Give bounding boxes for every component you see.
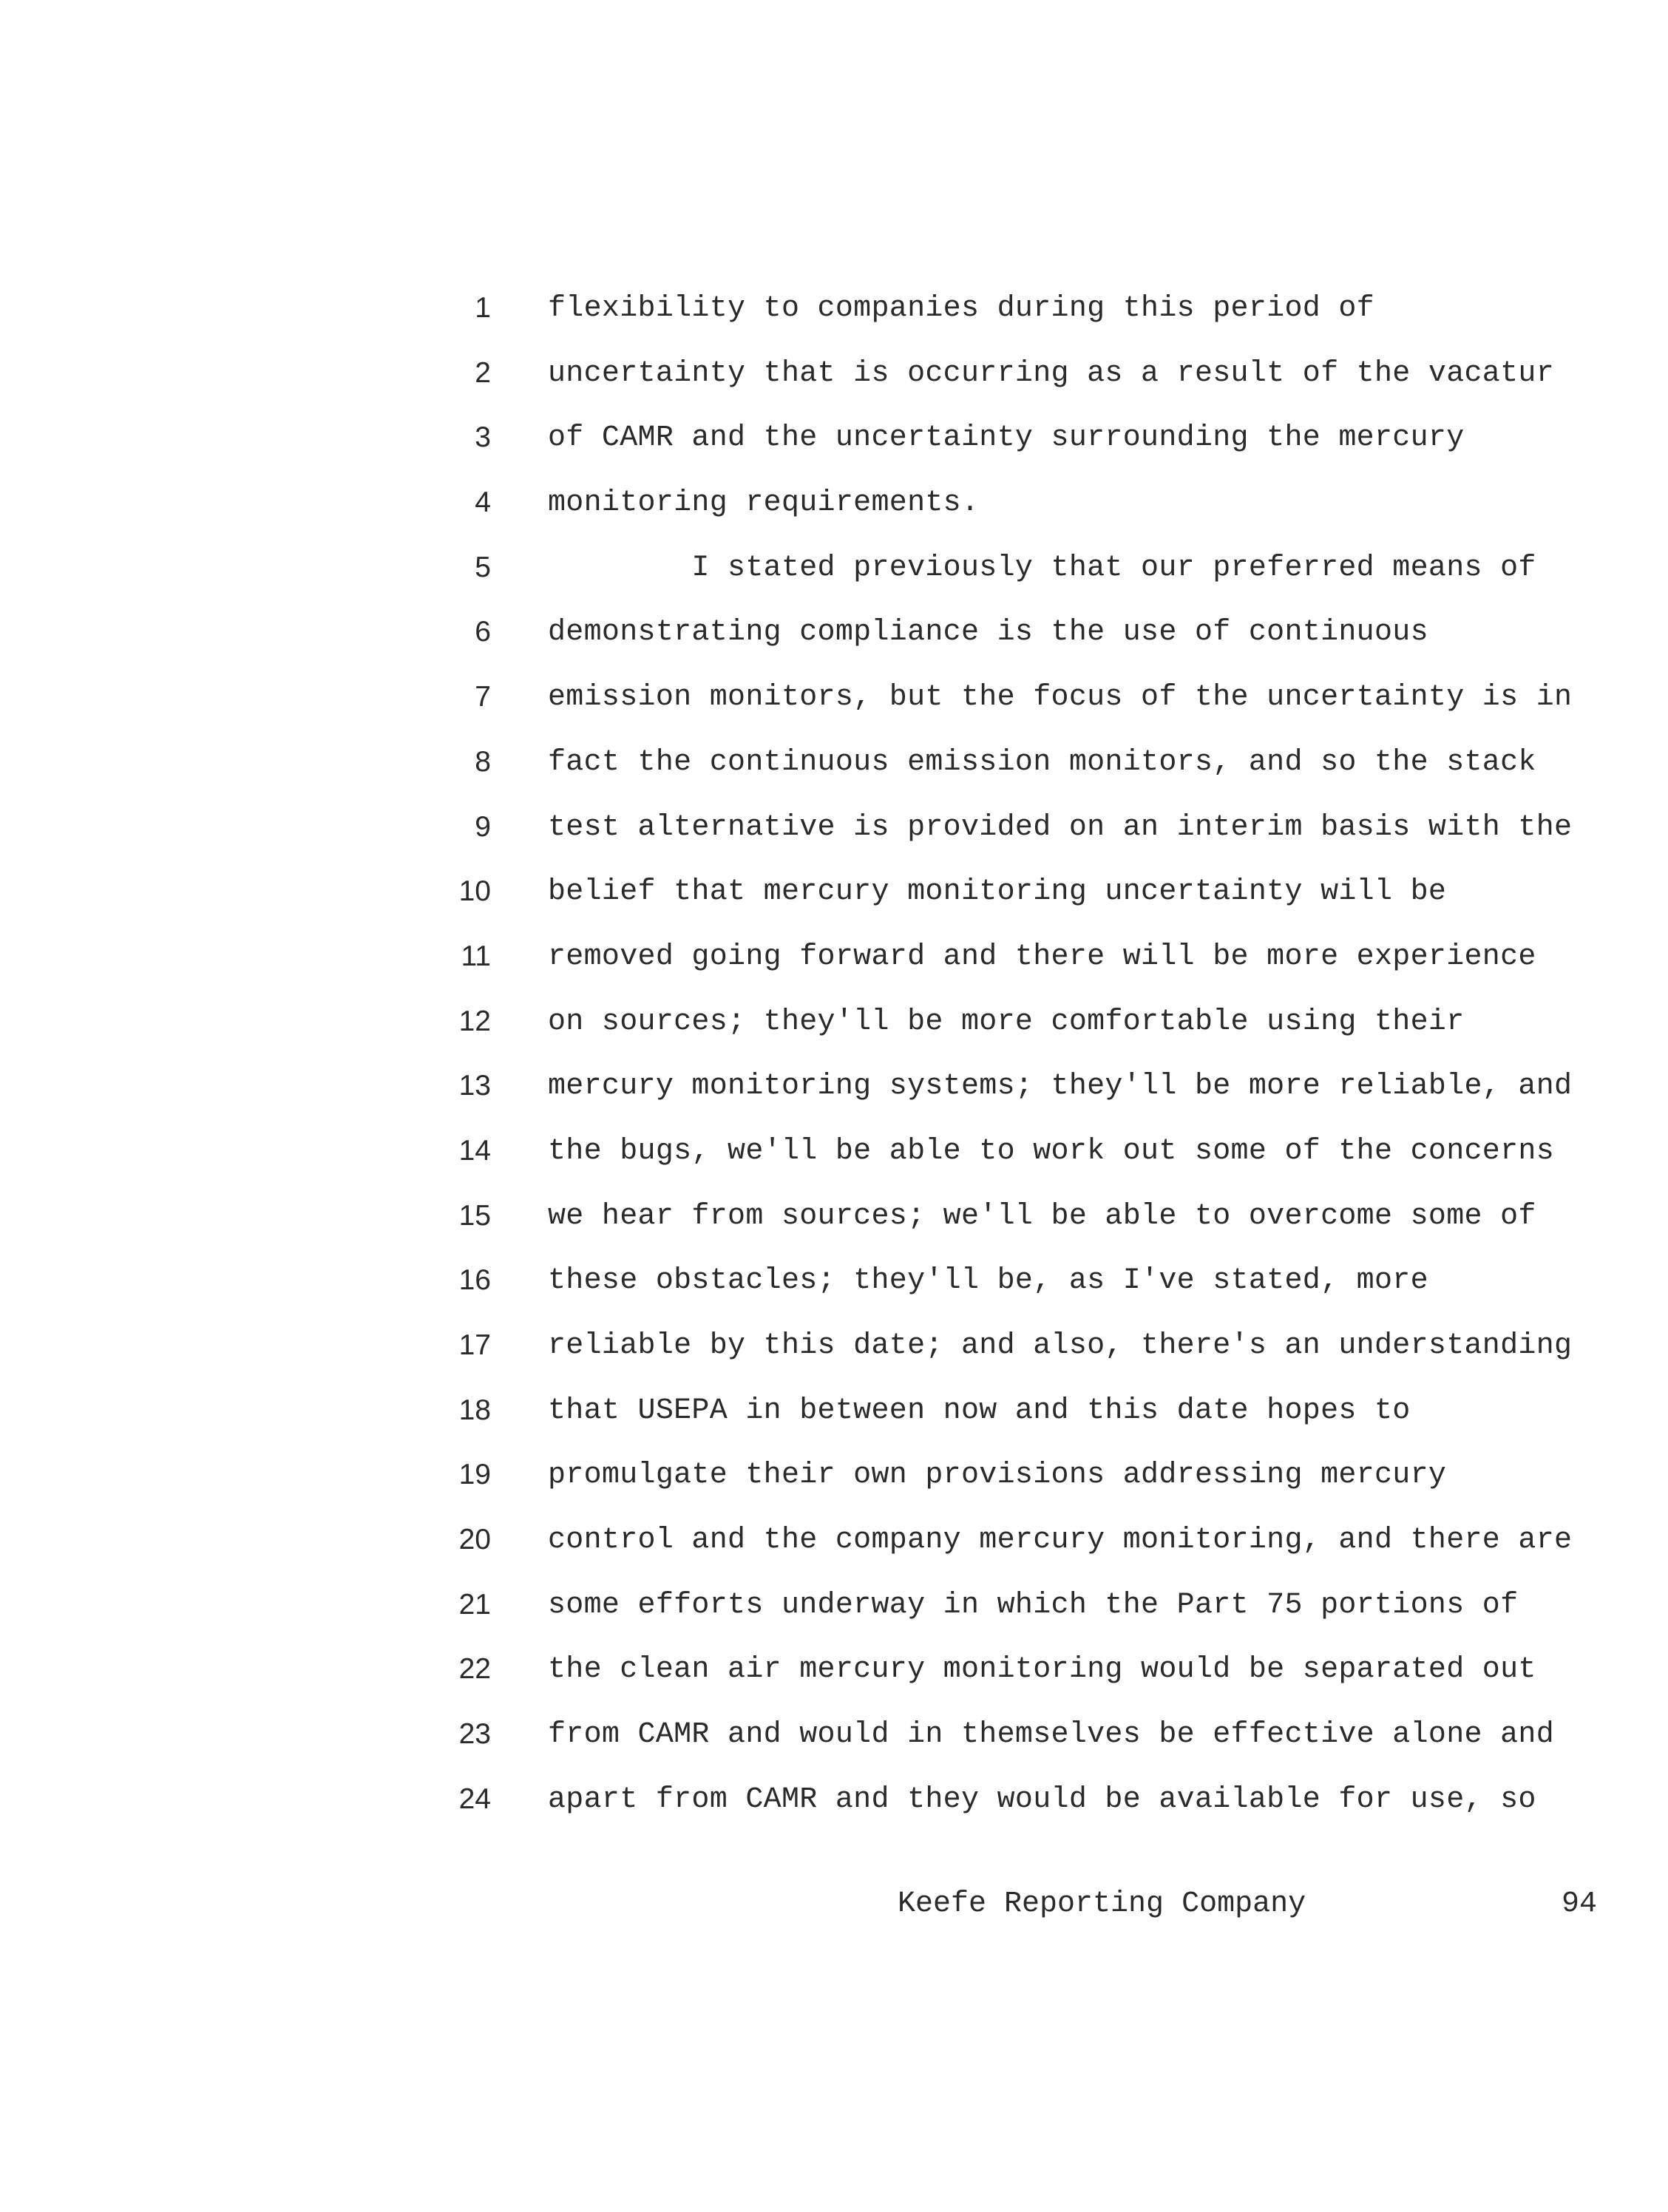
transcript-line — [0, 681, 1668, 746]
line-text: we hear from sources; we'll be able to overcome some of — [548, 1199, 1536, 1233]
line-number: 4 — [475, 486, 491, 519]
transcript-line — [0, 875, 1668, 940]
line-number: 20 — [458, 1524, 491, 1556]
line-text: emission monitors, but the focus of the uncertainty is in — [548, 681, 1573, 715]
transcript-line — [0, 1524, 1668, 1589]
line-text: promulgate their own provisions addressing mercury — [548, 1459, 1447, 1493]
line-number: 5 — [475, 551, 491, 583]
transcript-line — [0, 1200, 1668, 1265]
line-number: 18 — [458, 1394, 491, 1426]
line-number: 3 — [475, 421, 491, 454]
line-text: of CAMR and the uncertainty surrounding the mercury — [548, 421, 1465, 455]
line-number: 15 — [458, 1199, 491, 1232]
line-text: belief that mercury monitoring uncertainty will be — [548, 875, 1447, 909]
line-text: some efforts underway in which the Part 75 portions of — [548, 1588, 1519, 1622]
line-number: 1 — [475, 292, 491, 324]
line-text: monitoring requirements. — [548, 486, 980, 520]
transcript-body — [0, 292, 1668, 1848]
transcript-line — [0, 486, 1668, 552]
transcript-line — [0, 811, 1668, 876]
line-number: 10 — [458, 875, 491, 908]
line-number: 24 — [458, 1782, 491, 1815]
line-number: 23 — [458, 1718, 491, 1751]
line-text: mercury monitoring systems; they'll be more reliable, and — [548, 1070, 1573, 1104]
line-text: removed going forward and there will be more experience — [548, 940, 1536, 974]
transcript-line — [0, 292, 1668, 357]
line-number: 22 — [458, 1653, 491, 1686]
line-text: that USEPA in between now and this date hopes to — [548, 1394, 1411, 1428]
line-text: reliable by this date; and also, there's an understanding — [548, 1329, 1573, 1363]
transcript-line — [0, 421, 1668, 486]
line-text: control and the company mercury monitoring, and there are — [548, 1524, 1573, 1558]
transcript-line — [0, 746, 1668, 811]
transcript-line — [0, 1264, 1668, 1329]
line-number: 17 — [458, 1329, 491, 1361]
line-text: from CAMR and would in themselves be effective alone and — [548, 1718, 1555, 1752]
line-number: 21 — [458, 1588, 491, 1621]
line-number: 8 — [475, 745, 491, 778]
footer-company: Keefe Reporting Company — [898, 1887, 1306, 1921]
line-text: test alternative is provided on an interim basis with the — [548, 810, 1573, 844]
page-number: 94 — [1562, 1887, 1598, 1921]
line-text: apart from CAMR and they would be available for use, so — [548, 1782, 1536, 1816]
line-number: 9 — [475, 810, 491, 843]
transcript-line — [0, 1394, 1668, 1459]
line-number: 16 — [458, 1264, 491, 1297]
line-text: uncertainty that is occurring as a result of the vacatur — [548, 356, 1555, 390]
line-text: the clean air mercury monitoring would be separated out — [548, 1653, 1536, 1687]
line-number: 6 — [475, 616, 491, 648]
line-number: 7 — [475, 681, 491, 713]
line-number: 11 — [461, 940, 491, 972]
line-text: demonstrating compliance is the use of continuous — [548, 616, 1428, 650]
transcript-line — [0, 940, 1668, 1005]
line-text: flexibility to companies during this period of — [548, 292, 1374, 325]
line-text: the bugs, we'll be able to work out some of the concerns — [548, 1134, 1555, 1168]
transcript-line — [0, 357, 1668, 422]
transcript-line — [0, 1329, 1668, 1394]
transcript-line — [0, 1653, 1668, 1718]
transcript-line — [0, 1005, 1668, 1071]
line-number: 12 — [458, 1005, 491, 1037]
transcript-line — [0, 1589, 1668, 1654]
transcript-line — [0, 1070, 1668, 1135]
line-number: 2 — [475, 356, 491, 389]
transcript-line — [0, 1783, 1668, 1848]
transcript-line — [0, 1459, 1668, 1524]
transcript-line — [0, 552, 1668, 617]
transcript-line — [0, 616, 1668, 681]
line-number: 14 — [458, 1134, 491, 1167]
transcript-line — [0, 1718, 1668, 1783]
line-number: 13 — [458, 1070, 491, 1102]
line-number: 19 — [458, 1459, 491, 1491]
line-text: fact the continuous emission monitors, and so the stack — [548, 745, 1536, 779]
line-text: these obstacles; they'll be, as I've stated, more — [548, 1264, 1428, 1298]
line-text: I stated previously that our preferred means of — [548, 551, 1536, 585]
transcript-line — [0, 1135, 1668, 1200]
line-text: on sources; they'll be more comfortable using their — [548, 1005, 1465, 1039]
